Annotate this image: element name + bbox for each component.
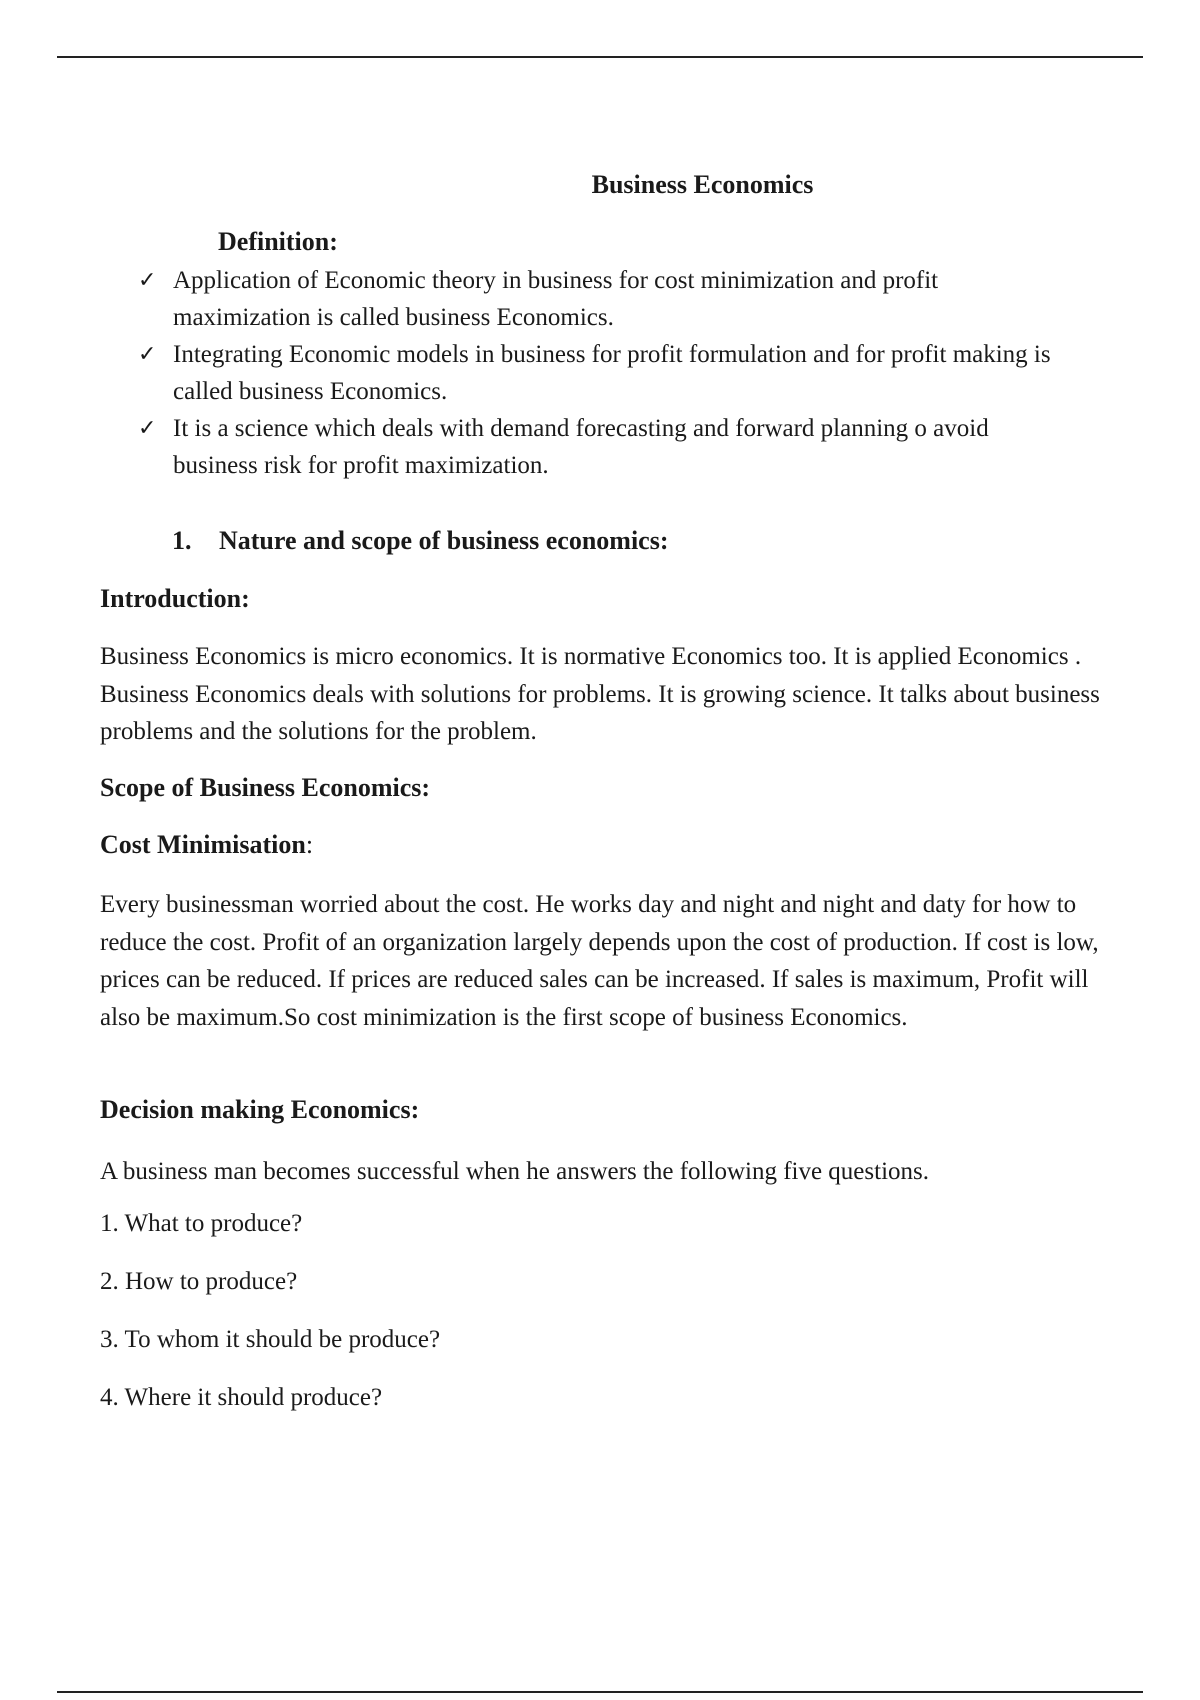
definition-list [138, 262, 1068, 484]
section-number: 1. [172, 526, 192, 555]
list-item [138, 410, 1068, 484]
section-heading [172, 526, 668, 556]
cost-minimisation-title: Cost Minimisation [100, 830, 306, 859]
section-title: Nature and scope of business economics: [219, 526, 669, 555]
introduction-paragraph: Business Economics is micro economics. It is normative Economics too. It is applied Economics . Business Economics deals with solutions for problems. It is growing science. It talks about business problems and the solutions for the problem. [100, 643, 1100, 745]
list-item [138, 336, 1068, 410]
list-item: 4. Where it should produce? [100, 1384, 383, 1411]
list-item: 2. How to produce? [100, 1268, 298, 1295]
header-rule [57, 56, 1143, 58]
questions-list [100, 1209, 440, 1441]
decision-making-heading: Decision making Economics: [100, 1095, 420, 1124]
decision-making-paragraph: A business man becomes successful when he answers the following five questions. [100, 1158, 930, 1185]
cost-minimisation-paragraph: Every businessman worried about the cost. He works day and night and night and daty for how to reduce the cost. Profit of an organization largely depends upon the cost of production. If cost is low, prices can be reduced. If prices are reduced sales can be increased. If sales is maximum, Profit will also be maximum.So cost minimization is the first scope of business Economics. [100, 891, 1099, 1031]
footer-rule [57, 1691, 1143, 1693]
list-item [138, 262, 1068, 336]
checkmark-icon: ✓ [138, 416, 157, 441]
page-title: Business Economics [591, 170, 814, 199]
checkmark-icon: ✓ [138, 268, 157, 293]
list-item: 3. To whom it should be produce? [100, 1326, 441, 1353]
definition-heading: Definition: [218, 227, 338, 256]
scope-heading: Scope of Business Economics: [100, 773, 431, 802]
definition-text: Application of Economic theory in business for cost minimization and profit maximization is called business Economics. [173, 267, 939, 331]
cost-minimisation-heading [100, 830, 313, 860]
checkmark-icon: ✓ [138, 342, 157, 367]
definition-text: It is a science which deals with demand forecasting and forward planning o avoid business risk for profit maximization. [173, 415, 989, 479]
cost-minimisation-colon: : [305, 830, 314, 859]
introduction-heading: Introduction: [100, 584, 250, 613]
definition-text: Integrating Economic models in business for profit formulation and for profit making is called business Economics. [173, 341, 1051, 405]
list-item: 1. What to produce? [100, 1210, 303, 1237]
